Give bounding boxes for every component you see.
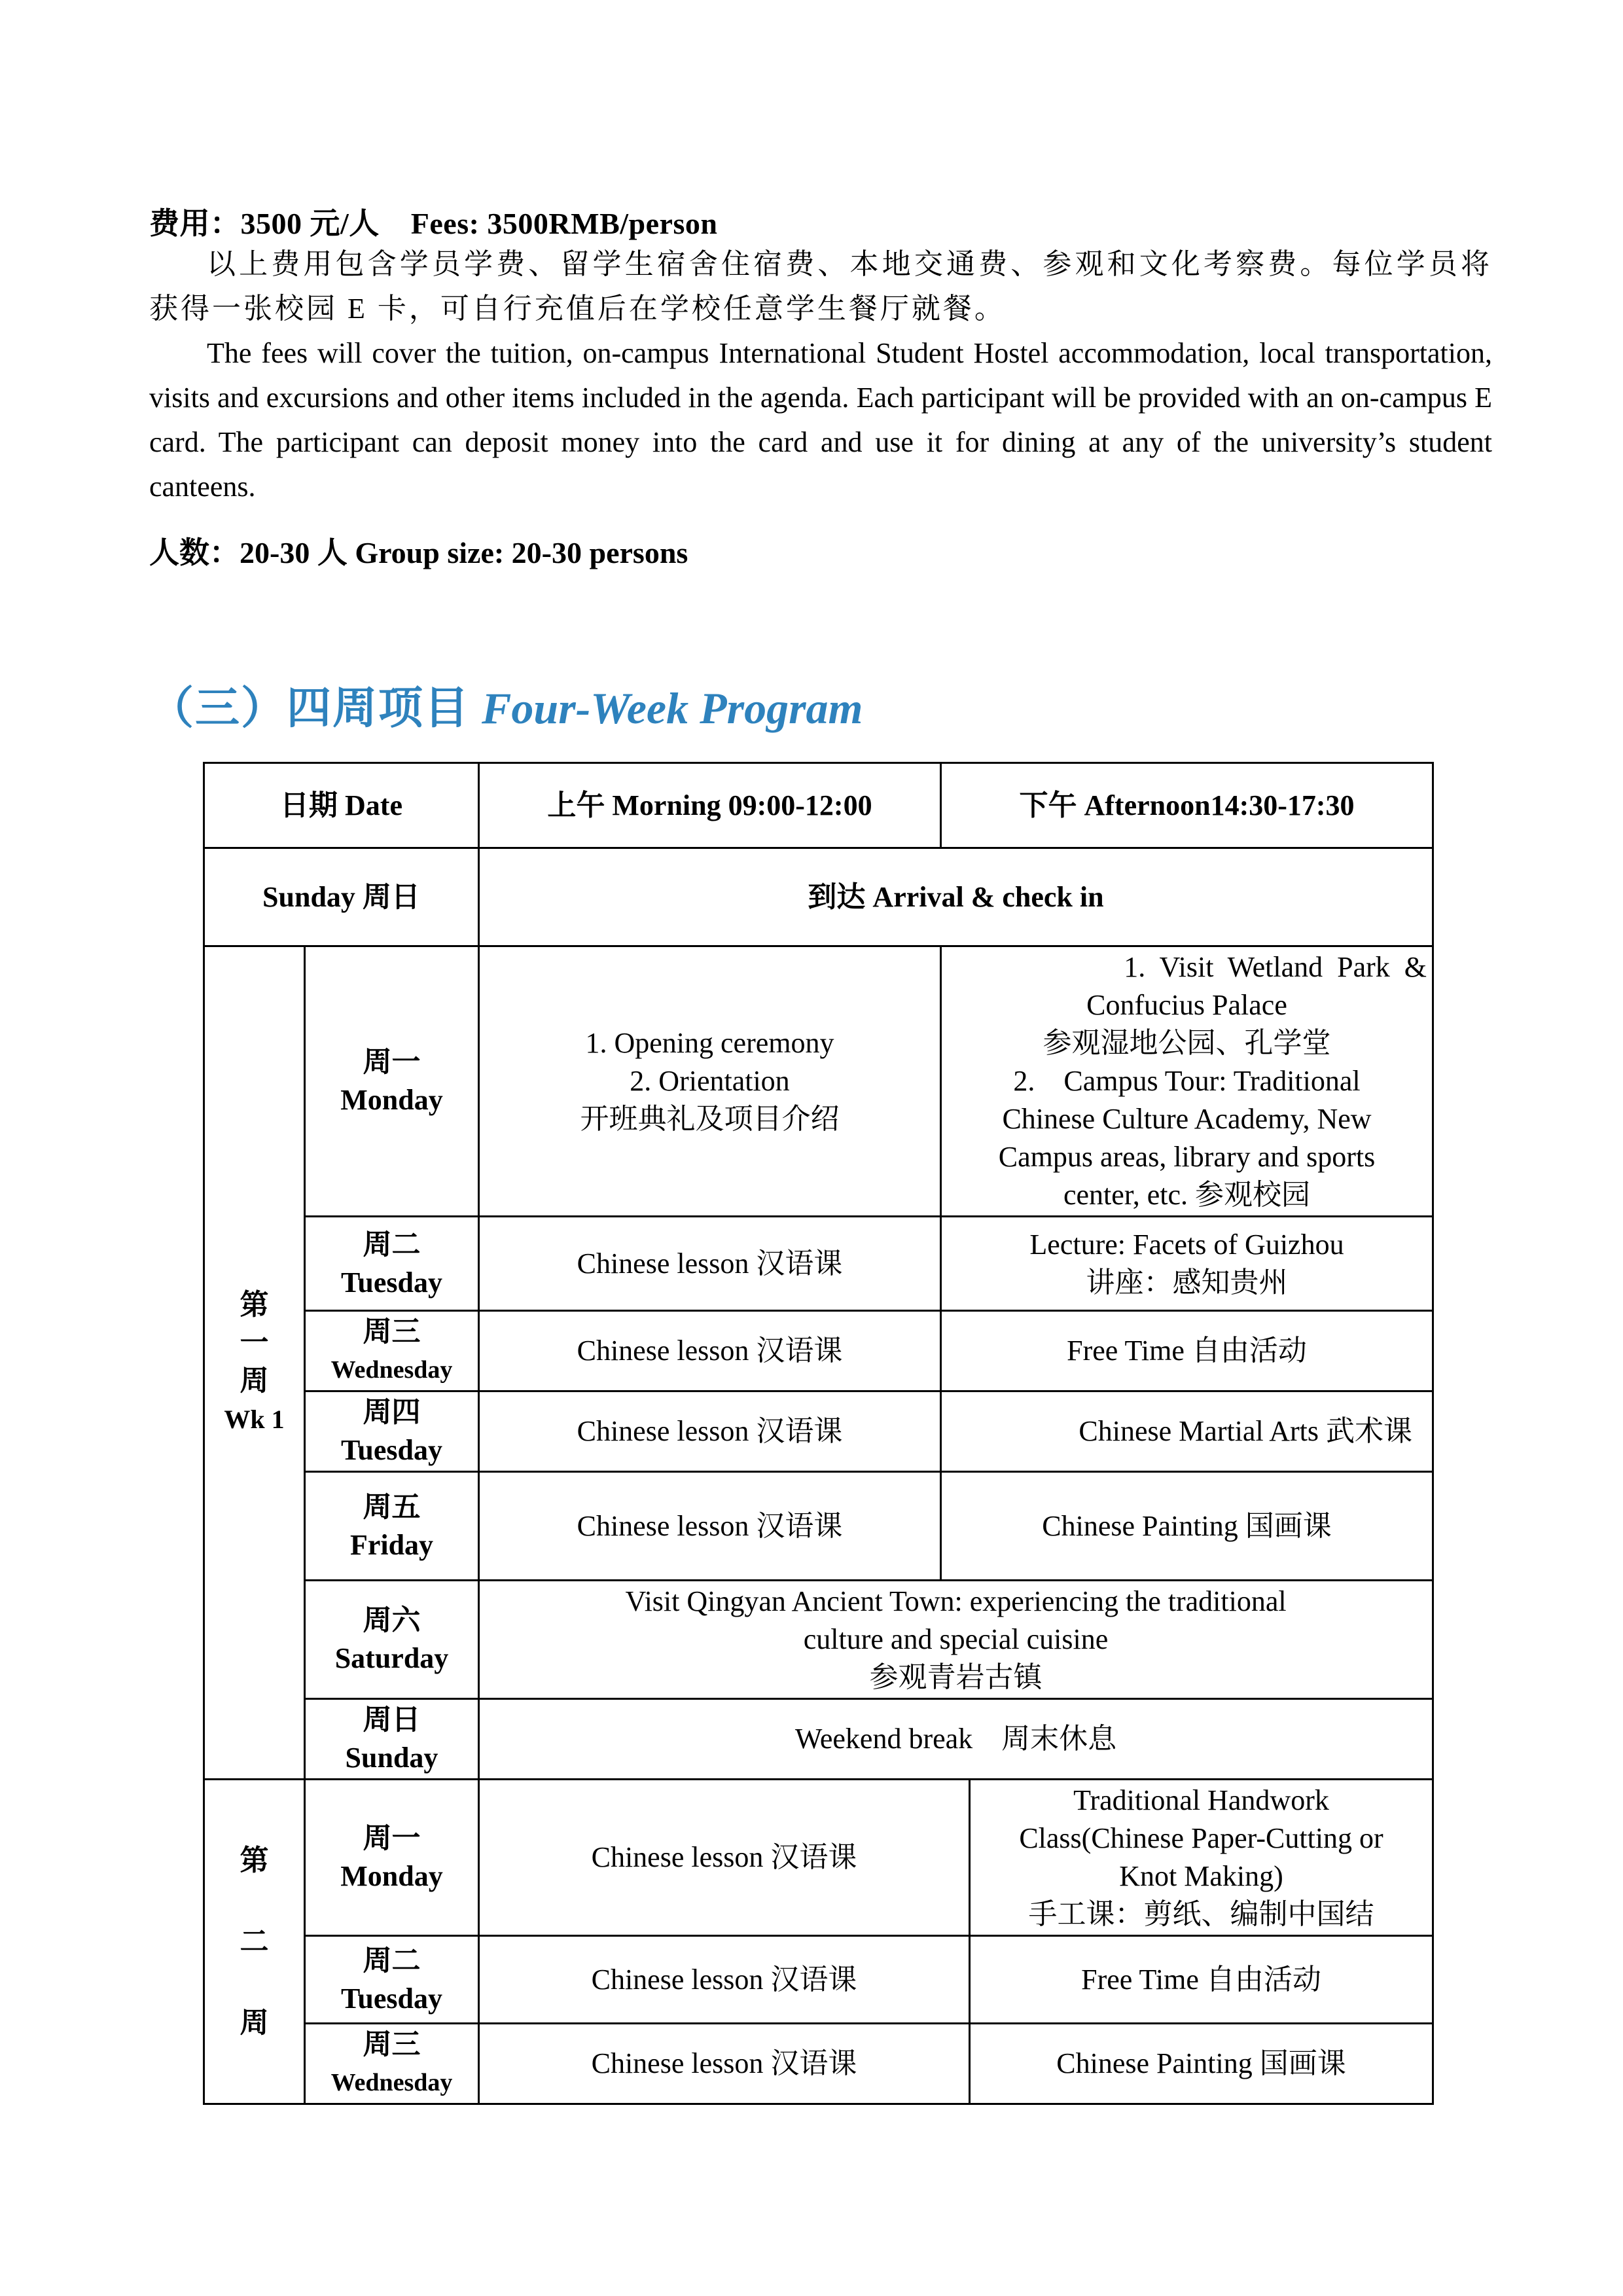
schedule-table: [203, 762, 1434, 2105]
section-title: [149, 673, 863, 736]
week1-label: [204, 946, 305, 1780]
header-afternoon: 下午 Afternoon14:30-17:30: [941, 763, 1433, 848]
morning-cell: Chinese lesson 汉语课: [479, 1936, 970, 2024]
day-cn: 周二: [363, 1944, 421, 1977]
morning-cell: Chinese lesson 汉语课: [479, 1311, 941, 1391]
day-en: Wednesday: [330, 1356, 453, 1384]
fees-heading: 费用：3500 元/人 Fees: 3500RMB/person: [149, 207, 718, 240]
day-cell: [305, 1581, 479, 1699]
week1-label-char: 第: [240, 1289, 269, 1321]
morning-line: 2. Orientation: [630, 1065, 790, 1097]
morning-cell: [479, 946, 941, 1217]
afternoon-line: Class(Chinese Paper-Cutting or: [1019, 1822, 1383, 1854]
day-en: Saturday: [334, 1642, 449, 1674]
afternoon-cell: Chinese Martial Arts 武术课: [941, 1391, 1433, 1472]
table-row: [204, 1217, 1433, 1311]
day-cell: [305, 1217, 479, 1311]
afternoon-cell: Chinese Painting 国画课: [970, 2024, 1433, 2104]
table-row: [204, 2024, 1433, 2104]
day-en: Wednesday: [330, 2069, 453, 2096]
arrival-day: Sunday 周日: [204, 848, 479, 946]
afternoon-cell: Free Time 自由活动: [970, 1936, 1433, 2024]
morning-cell: Chinese lesson 汉语课: [479, 2024, 970, 2104]
afternoon-line: 手工课：剪纸、编制中国结: [1028, 1898, 1374, 1930]
table-row: [204, 1699, 1433, 1780]
week2-label-char: 二: [240, 1925, 269, 1958]
day-en: Monday: [340, 1860, 443, 1892]
week2-label: [204, 1780, 305, 2104]
day-en: Tuesday: [341, 1266, 442, 1299]
section-title-cn: （三）四周项目: [149, 683, 471, 734]
day-en: Sunday: [345, 1742, 438, 1774]
day-cn: 周五: [363, 1490, 421, 1523]
afternoon-line: Traditional Handwork: [1073, 1784, 1329, 1816]
activity-line: culture and special cuisine: [803, 1623, 1109, 1655]
week1-label-char: 周: [240, 1365, 269, 1397]
day-en: Tuesday: [341, 1982, 442, 2015]
afternoon-line: Knot Making): [1119, 1860, 1283, 1892]
fees-description-en: The fees will cover the tuition, on-campus International Student Hostel accommodation, local transportation, visits and excursions and other items included in the agenda. Each participant will be provided with an on-campus E card. The participant can deposit money into the card and use it for dining at any of the university’s student canteens.: [149, 337, 1492, 503]
day-cn: 周三: [363, 2028, 421, 2060]
header-morning: 上午 Morning 09:00-12:00: [479, 763, 941, 848]
table-row: [204, 1780, 1433, 1936]
week2-label-char: 第: [240, 1844, 269, 1876]
day-cell: [305, 1311, 479, 1391]
morning-line: 开班典礼及项目介绍: [580, 1103, 840, 1135]
afternoon-cell: Chinese Painting 国画课: [941, 1472, 1433, 1581]
day-cell: [305, 1699, 479, 1780]
afternoon-line: 讲座：感知贵州: [1086, 1266, 1288, 1299]
day-cn: 周日: [363, 1704, 421, 1736]
day-cell: [305, 2024, 479, 2104]
arrival-activity: 到达 Arrival & check in: [479, 848, 1433, 946]
afternoon-cell: [941, 1217, 1433, 1311]
afternoon-line: 参观湿地公园、孔学堂: [1043, 1027, 1331, 1059]
afternoon-line: Confucius Palace: [1086, 989, 1287, 1021]
saturday-activity-cell: [479, 1581, 1433, 1699]
morning-cell: Chinese lesson 汉语课: [479, 1472, 941, 1581]
day-en: Friday: [349, 1528, 434, 1561]
header-date: 日期 Date: [204, 763, 479, 848]
day-cn: 周三: [363, 1316, 421, 1348]
day-cn: 周六: [363, 1604, 421, 1636]
week1-label-char: 一: [240, 1327, 269, 1359]
afternoon-line: center, etc. 参观校园: [1063, 1179, 1310, 1211]
day-cell: [305, 946, 479, 1217]
day-cell: [305, 1780, 479, 1936]
afternoon-cell: [941, 946, 1433, 1217]
day-cn: 周四: [363, 1396, 421, 1428]
morning-cell: Chinese lesson 汉语课: [479, 1780, 970, 1936]
table-row: [204, 1581, 1433, 1699]
afternoon-line: Lecture: Facets of Guizhou: [1029, 1228, 1344, 1261]
activity-line: Visit Qingyan Ancient Town: experiencing the traditional: [625, 1585, 1287, 1617]
activity-line: 参观青岩古镇: [869, 1661, 1043, 1693]
day-cell: [305, 1472, 479, 1581]
fees-description-cn: 以上费用包含学员学费、留学生宿舍住宿费、本地交通费、参观和文化考察费。每位学员将获得一张校园 E 卡，可自行充值后在学校任意学生餐厅就餐。: [149, 248, 1492, 325]
morning-cell: Chinese lesson 汉语课: [479, 1391, 941, 1472]
day-cn: 周二: [363, 1228, 421, 1261]
table-header-row: [204, 763, 1433, 848]
afternoon-line: Chinese Culture Academy, New: [1002, 1103, 1372, 1135]
sunday-activity-cell: Weekend break 周末休息: [479, 1699, 1433, 1780]
week2-label-char: 周: [240, 2006, 269, 2039]
arrival-row: [204, 848, 1433, 946]
afternoon-line: 1. Visit Wetland Park &: [1124, 951, 1427, 983]
table-row: [204, 1391, 1433, 1472]
day-cell: [305, 1391, 479, 1472]
morning-line: 1. Opening ceremony: [585, 1027, 834, 1059]
day-cn: 周一: [363, 1046, 421, 1078]
afternoon-cell: [970, 1780, 1433, 1936]
day-cell: [305, 1936, 479, 2024]
afternoon-cell: Free Time 自由活动: [941, 1311, 1433, 1391]
group-size-heading: 人数：20-30 人 Group size: 20-30 persons: [149, 536, 688, 569]
table-row: [204, 1311, 1433, 1391]
day-en: Monday: [340, 1084, 443, 1116]
section-title-en: Four-Week Program: [482, 683, 863, 733]
table-row: [204, 1472, 1433, 1581]
day-cn: 周一: [363, 1822, 421, 1854]
week1-label-en: Wk 1: [224, 1405, 285, 1434]
afternoon-line: 2. Campus Tour: Traditional: [1013, 1065, 1361, 1097]
table-row: [204, 1936, 1433, 2024]
afternoon-line: Campus areas, library and sports: [998, 1141, 1376, 1173]
day-en: Tuesday: [341, 1434, 442, 1466]
morning-cell: Chinese lesson 汉语课: [479, 1217, 941, 1311]
table-row: [204, 946, 1433, 1217]
